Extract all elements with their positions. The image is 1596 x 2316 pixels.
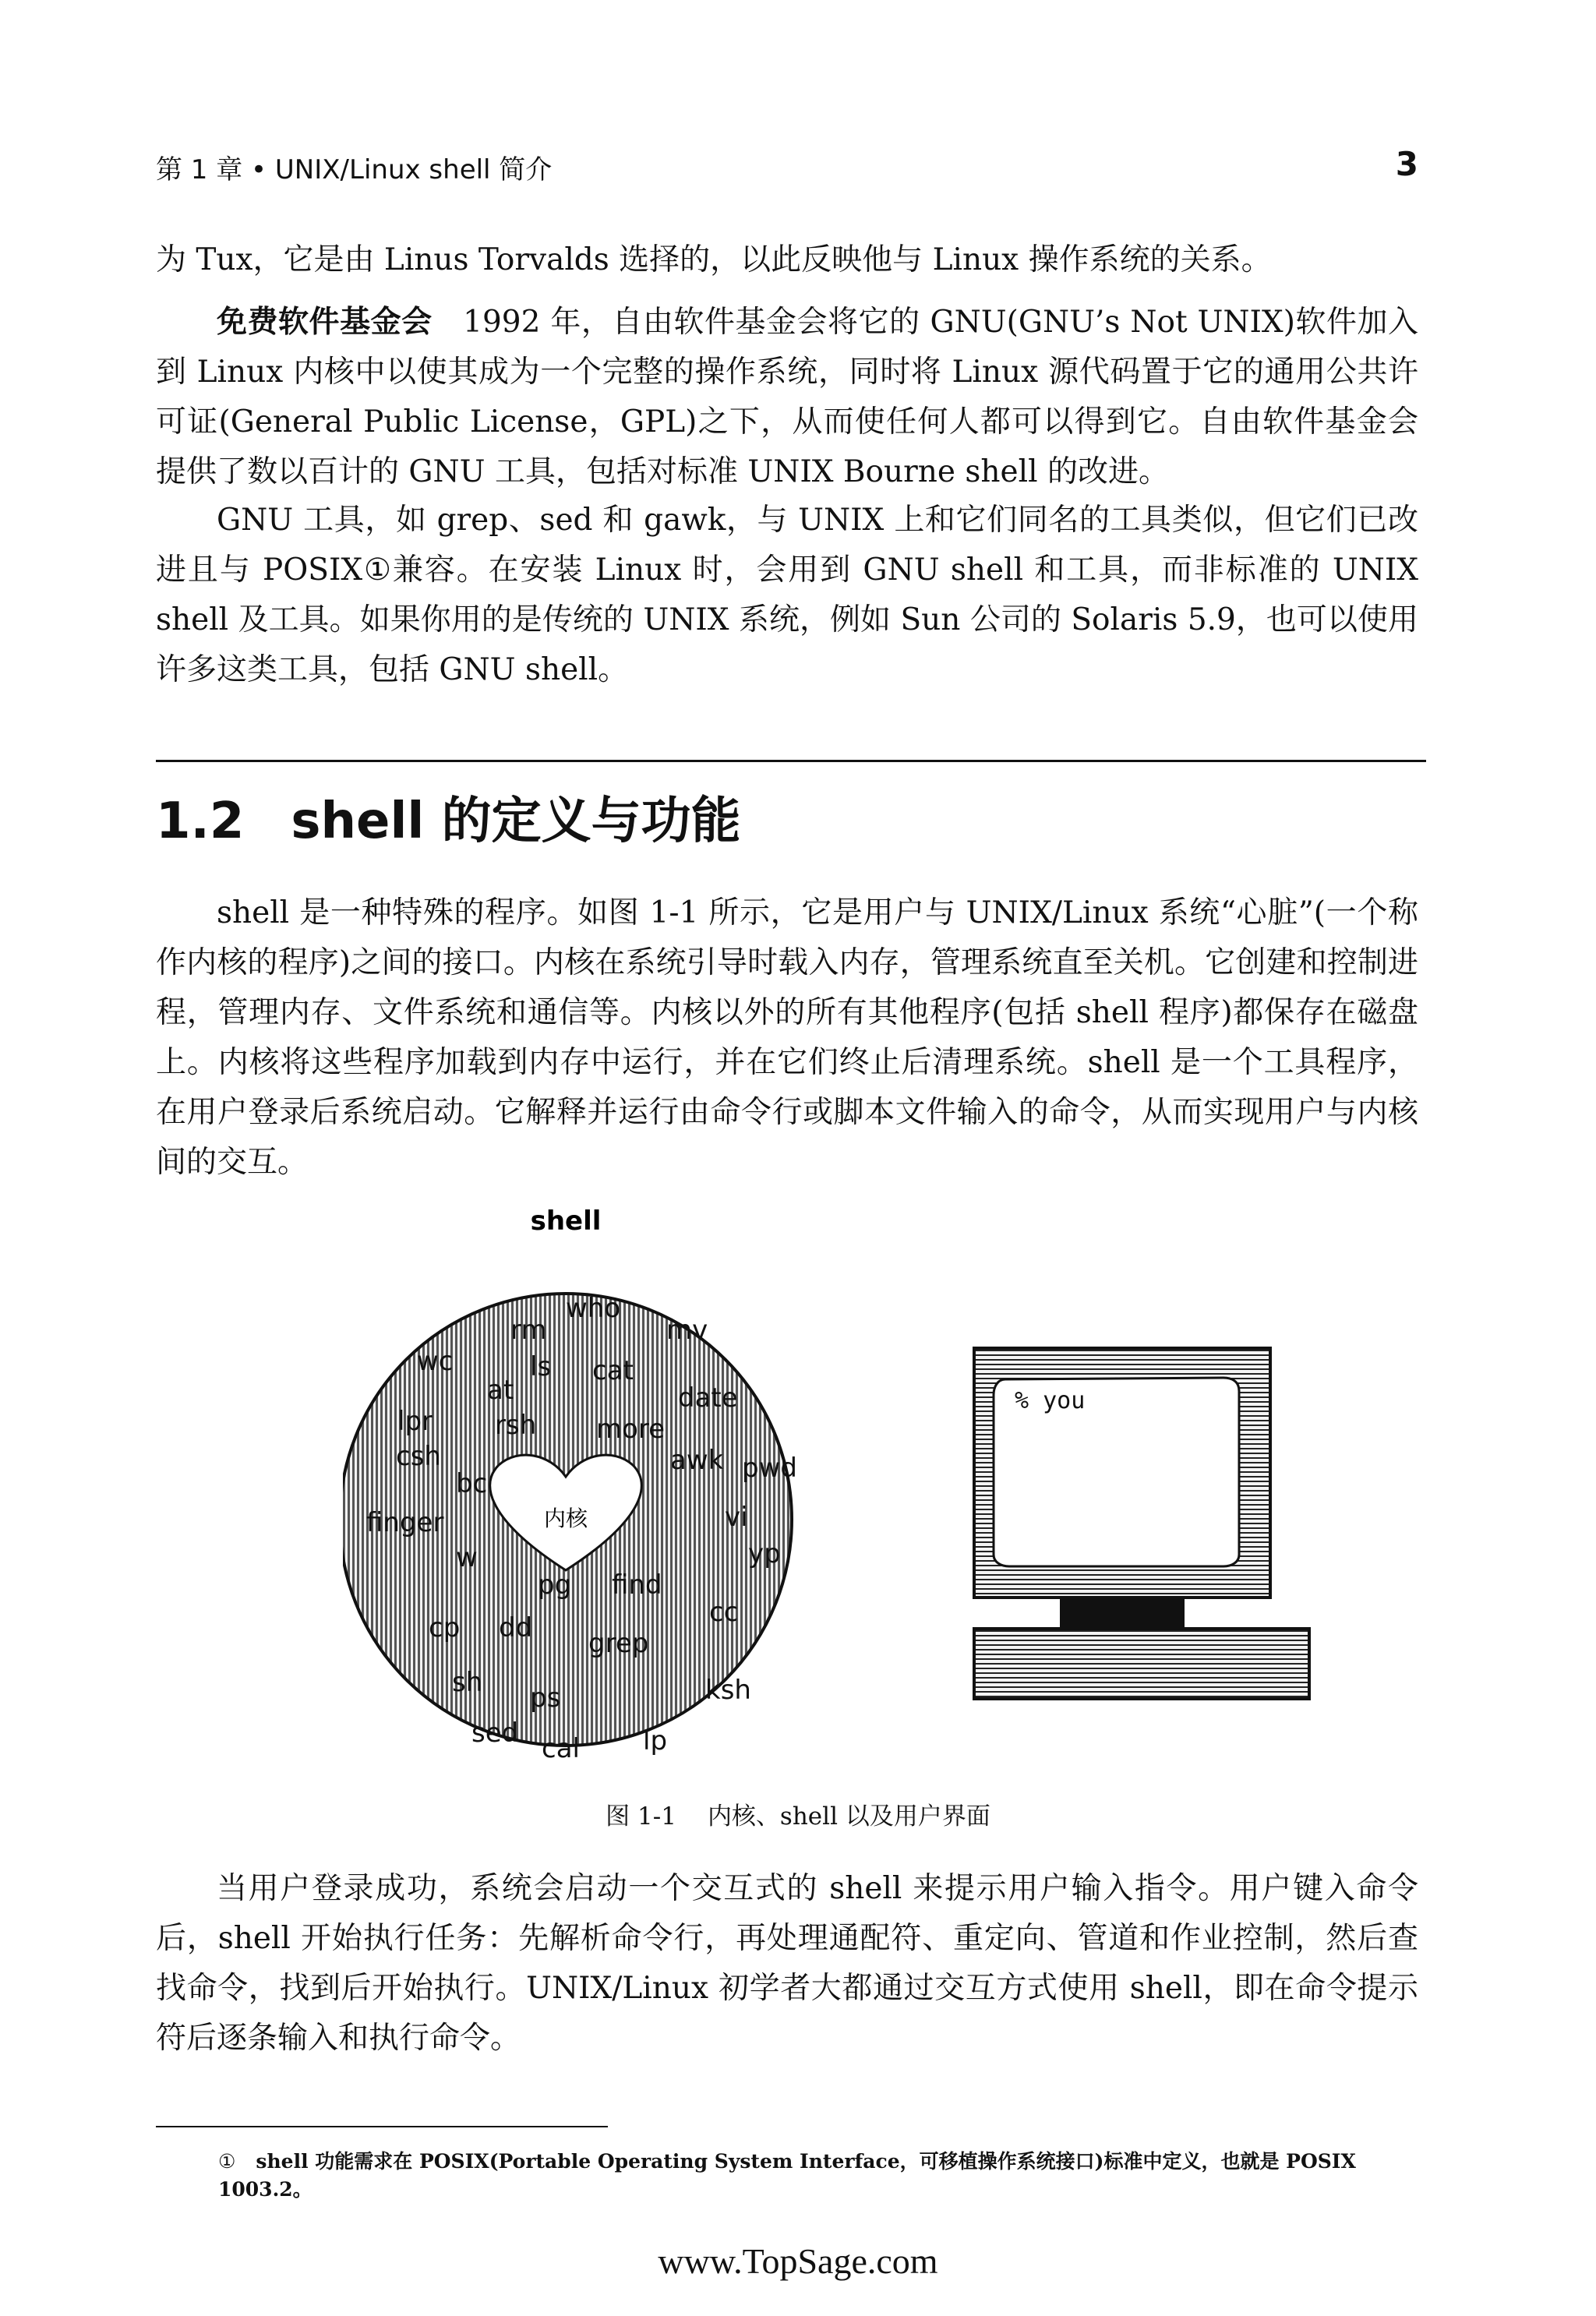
terminal-prompt: % you xyxy=(1015,1387,1086,1414)
watermark-url: www.TopSage.com xyxy=(658,2241,938,2281)
paragraph-text: shell 是一种特殊的程序。如图 1-1 所示，它是用户与 UNIX/Linux 系统“心脏”(一个称作内核的程序)之间的接口。内核在系统引导时载入内存，管理系统直至关机。它创建和控制进程，管理内存、文件系统和通信等。内核以外的所有其他程序(包括 shell 程序)都保存在磁盘上。内核将这些程序加载到内存中运行，并在它们终止后清理系统。shell 是一个工具程序，在用户登录后系统启动。它解释并运行由命令行或脚本文件输入的命令，从而实现用户与内核间的交互。 xyxy=(156,895,1418,1180)
command-label-rm: rm xyxy=(510,1315,547,1346)
paragraph-lead: 免费软件基金会 xyxy=(217,305,433,340)
command-label-yp: yp xyxy=(748,1538,781,1569)
caption-text: 内核、shell 以及用户界面 xyxy=(707,1802,990,1831)
command-label-pg: pg xyxy=(538,1569,572,1601)
command-label-w: w xyxy=(456,1542,478,1573)
command-label-cat: cat xyxy=(592,1355,634,1386)
command-label-csh: csh xyxy=(396,1441,441,1472)
command-label-sh: sh xyxy=(452,1667,483,1698)
command-label-sed: sed xyxy=(471,1718,519,1749)
command-label-finger: finger xyxy=(366,1507,444,1538)
command-label-at: at xyxy=(487,1375,514,1406)
command-label-awk: awk xyxy=(670,1445,724,1476)
chapter-title: 第 1 章 • UNIX/Linux shell 简介 xyxy=(156,154,553,185)
command-label-more: more xyxy=(596,1414,666,1445)
caption-number: 图 1-1 xyxy=(606,1802,676,1831)
command-label-pwd: pwd xyxy=(742,1453,797,1484)
section-paragraph xyxy=(156,888,1418,1188)
command-label-lpr: lpr xyxy=(397,1406,433,1437)
command-label-lp: lp xyxy=(643,1725,668,1756)
command-label-cc: cc xyxy=(709,1597,739,1628)
command-label-bc: bc xyxy=(456,1468,488,1499)
command-label-cp: cp xyxy=(429,1612,461,1643)
paragraph-text: GNU 工具，如 grep、sed 和 gawk，与 UNIX 上和它们同名的工具类似，但它们已改进且与 POSIX①兼容。在安装 Linux 时，会用到 GNU shell 和工具，而非标准的 UNIX shell 及工具。如果你用的是传统的 UNIX 系统，例如 Sun 公司的 Solaris 5.9，也可以使用许多这类工具，包括 GNU shell。 xyxy=(156,503,1418,687)
command-label-dd: dd xyxy=(499,1612,533,1643)
paragraph-text: 为 Tux，它是由 Linus Torvalds 选择的，以此反映他与 Linux 操作系统的关系。 xyxy=(156,242,1272,277)
intro-paragraph-3 xyxy=(156,496,1418,695)
command-label-wc: wc xyxy=(417,1346,454,1377)
command-label-rsh: rsh xyxy=(495,1410,537,1441)
footnote-text: shell 功能需求在 POSIX(Portable Operating System Interface，可移植操作系统接口)标准中定义，也就是 POSIX 1003.2。 xyxy=(218,2150,1356,2201)
command-label-ps: ps xyxy=(530,1682,561,1714)
command-label-ls: ls xyxy=(530,1351,552,1382)
command-label-ksh: ksh xyxy=(705,1675,751,1706)
after-figure-paragraph xyxy=(156,1864,1418,2064)
command-label-date: date xyxy=(678,1382,738,1414)
intro-paragraph-1 xyxy=(156,235,1418,285)
footnote xyxy=(218,2146,1434,2202)
command-label-cal: cal xyxy=(542,1733,580,1764)
paragraph-text: 1992 年，自由软件基金会将它的 GNU(GNU’s Not UNIX)软件加入到 Linux 内核中以使其成为一个完整的操作系统，同时将 Linux 源代码置于它的通用公共许可证(General Public License，GPL)之下，从而使任何人都可以得到它。自由软件基金会提供了数以百计的 GNU 工具，包括对标准 UNIX Bourne shell 的改进。 xyxy=(156,305,1418,489)
command-label-who: who xyxy=(566,1293,621,1324)
command-label-grep: grep xyxy=(588,1628,649,1659)
section-title-text: shell 的定义与功能 xyxy=(291,793,741,850)
command-label-vi: vi xyxy=(725,1502,748,1533)
section-heading xyxy=(156,781,741,853)
kernel-label: 内核 xyxy=(543,1506,588,1531)
figure-caption xyxy=(0,1796,1596,1831)
section-divider xyxy=(156,760,1426,762)
paragraph-text: 当用户登录成功，系统会启动一个交互式的 shell 来提示用户输入指令。用户键入命令后，shell 开始执行任务：先解析命令行，再处理通配符、重定向、管道和作业控制，然后查找命令，找到后开始执行。UNIX/Linux 初学者大都通过交互方式使用 shell，即在命令提示符后逐条输入和执行命令。 xyxy=(156,1871,1418,2056)
section-number: 1.2 xyxy=(156,793,245,850)
intro-paragraph-2 xyxy=(156,298,1418,497)
page-number: 3 xyxy=(1395,145,1418,183)
running-header xyxy=(156,145,1418,187)
footnote-mark: ① xyxy=(218,2150,236,2173)
command-label-find: find xyxy=(612,1569,662,1601)
terminal-icon xyxy=(974,1348,1309,1699)
figure-kernel-shell-user xyxy=(343,1200,1325,1792)
shell-label: shell xyxy=(530,1206,602,1237)
command-label-mv: mv xyxy=(666,1315,708,1346)
figure-illustration xyxy=(343,1200,1325,1792)
footnote-rule xyxy=(156,2126,608,2127)
